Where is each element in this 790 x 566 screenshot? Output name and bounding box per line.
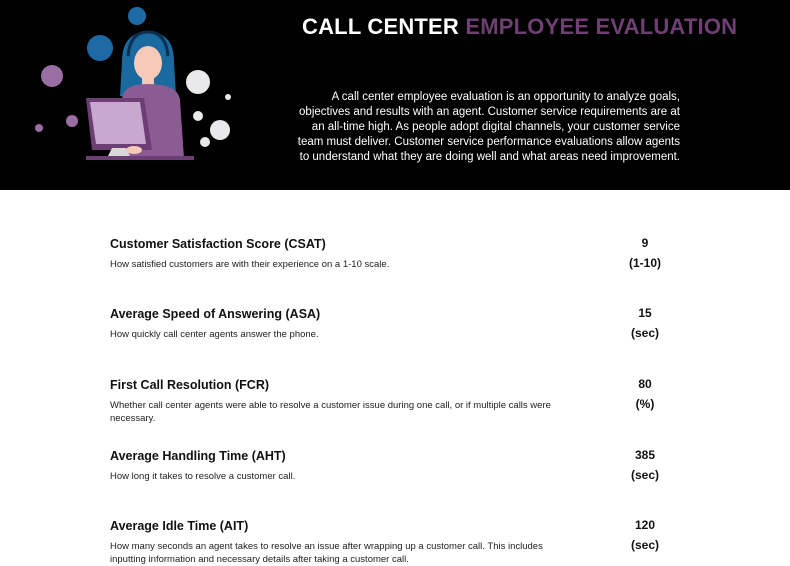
metric-csat: [110, 237, 570, 271]
header-banner: [0, 0, 790, 190]
bubble-icon: [41, 65, 63, 87]
metric-value: 15: [638, 306, 652, 320]
page-title: [302, 14, 737, 40]
metric-fcr: [110, 378, 570, 425]
metric-unit: (1-10): [628, 256, 661, 270]
metric-value: 385: [634, 448, 656, 462]
call-center-agent-illustration: [30, 0, 270, 175]
metric-value-asa: [600, 303, 690, 343]
metric-value-fcr: [600, 374, 690, 414]
bubble-icon: [210, 120, 230, 140]
metric-description: Whether call center agents were able to resolve a customer issue during one call, or if multiple calls were necessary.: [110, 400, 551, 424]
metric-name: Average Idle Time (AIT): [110, 519, 249, 533]
title-part1: CALL CENTER: [302, 14, 460, 39]
title-part2: EMPLOYEE EVALUATION: [465, 14, 738, 39]
metric-value: 120: [634, 518, 656, 532]
metric-value: 80: [638, 377, 652, 391]
metric-unit: (sec): [630, 538, 659, 552]
metric-value-csat: [600, 233, 690, 273]
bubble-icon: [193, 111, 203, 121]
metric-description: How quickly call center agents answer the phone.: [110, 329, 319, 340]
metric-name: Average Speed of Answering (ASA): [110, 307, 321, 321]
metric-ait: [110, 519, 570, 566]
bubble-icon: [128, 7, 146, 25]
metric-value-ait: [600, 515, 690, 555]
metric-asa: [110, 307, 570, 341]
metric-value: 9: [641, 236, 649, 250]
bubble-icon: [225, 94, 231, 100]
bubble-icon: [35, 124, 43, 132]
bubble-icon: [200, 137, 210, 147]
metric-value-aht: [600, 445, 690, 485]
metric-name: First Call Resolution (FCR): [110, 378, 270, 392]
metric-name: Customer Satisfaction Score (CSAT): [110, 237, 326, 251]
metric-aht: [110, 449, 570, 483]
metric-description: How long it takes to resolve a customer call.: [110, 471, 296, 482]
bubble-icon: [87, 35, 113, 61]
intro-paragraph: A call center employee evaluation is an opportunity to analyze goals, objectives and results with an agent. Customer service requirements are at an all-time high. As people adopt digital channels, your customer service team must deliver. Customer service performance evaluations allow agents to understand what they are doing well and what areas need improvement.: [297, 91, 680, 163]
metric-description: How satisfied customers are with their experience on a 1-10 scale.: [110, 259, 390, 270]
bubble-icon: [66, 115, 78, 127]
metric-unit: (%): [635, 397, 655, 411]
metric-description: How many seconds an agent takes to resolve an issue after wrapping up a customer call. This includes inputting information and necessary details after taking a customer call.: [110, 541, 543, 565]
metric-name: Average Handling Time (AHT): [110, 449, 286, 463]
bubble-icon: [186, 70, 210, 94]
metric-unit: (sec): [630, 326, 659, 340]
metric-unit: (sec): [630, 468, 659, 482]
